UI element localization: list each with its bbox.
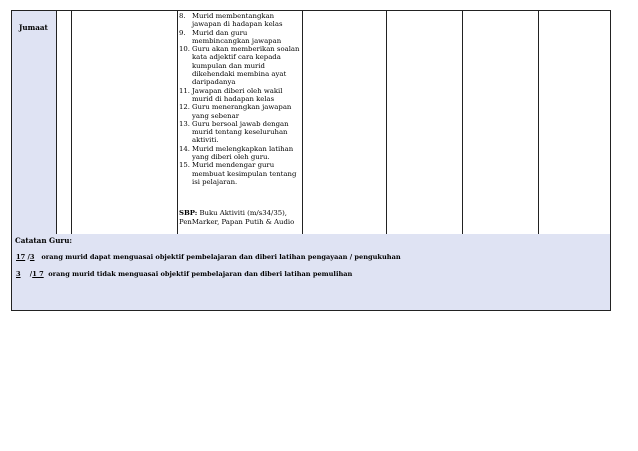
step-text: Guru akan memberikan soalan kata adjektif cara kepada kumpulan dan murid dikehendaki membina ayat daripadanya [192,45,300,87]
activity-step [179,161,305,186]
notes-title: Catatan Guru: [15,236,73,245]
activity-step [179,45,305,86]
empty-cell [387,11,463,234]
step-number: 12. [179,103,190,112]
empty-cell [539,11,610,234]
mastery-note [16,253,401,261]
step-number: 15. [179,161,190,170]
step-text: Murid mendengar guru membuat kesimpulan tentang isi pelajaran. [192,161,297,186]
activity-step [179,145,305,162]
step-text: Guru bersoal jawab dengan murid tentang keseluruhan aktiviti. [192,119,289,145]
empty-cell [463,11,539,234]
step-number: 8. [179,12,186,20]
remedial-count: 3 [16,270,21,278]
step-text: Jawapan diberi oleh wakil murid di hadapan kelas [192,86,283,103]
activity-step [179,120,305,145]
step-text: Murid dan guru membincangkan jawapan [192,28,282,45]
lesson-row [12,11,610,235]
fraction-separator: / [25,253,30,261]
activity-step [179,87,305,104]
remedial-note [16,270,352,278]
lesson-plan-table [11,10,611,311]
day-label: Jumaat [19,23,48,32]
step-number: 13. [179,119,190,128]
remedial-total: 1 7 [32,270,44,278]
activity-steps [179,12,305,186]
mastery-text: orang murid dapat menguasai objektif pembelajaran dan diberi latihan pengayaan / pengukuhan [41,253,401,261]
step-text: Guru menerangkan jawapan yang sebenar [192,103,292,120]
teacher-notes [12,234,610,310]
empty-cell [57,11,72,234]
activity-step [179,12,305,29]
empty-cell [303,11,387,234]
empty-cell [72,11,178,234]
mastered-total: 3 [29,253,35,261]
step-text: Murid membentangkan jawapan di hadapan kelas [192,12,283,29]
day-cell [12,11,57,234]
teaching-aids [179,209,305,227]
step-number: 10. [179,45,190,54]
step-number: 9. [179,28,186,37]
step-number: 11. [179,86,190,95]
activity-step [179,103,305,120]
step-text: Murid melengkapkan latihan yang diberi oleh guru. [192,144,294,162]
teaching-aids-label: SBP: [179,209,198,217]
step-number: 14. [179,144,190,153]
teaching-aids-text: Buku Aktiviti (m/s34/35), PenMarker, Papan Putih & Audio [179,209,295,226]
activity-step [179,29,305,46]
mastered-count: 17 [16,253,26,261]
remedial-text: orang murid tidak menguasai objektif pembelajaran dan diberi latihan pemulihan [48,270,353,278]
fraction-separator: / [29,270,33,278]
